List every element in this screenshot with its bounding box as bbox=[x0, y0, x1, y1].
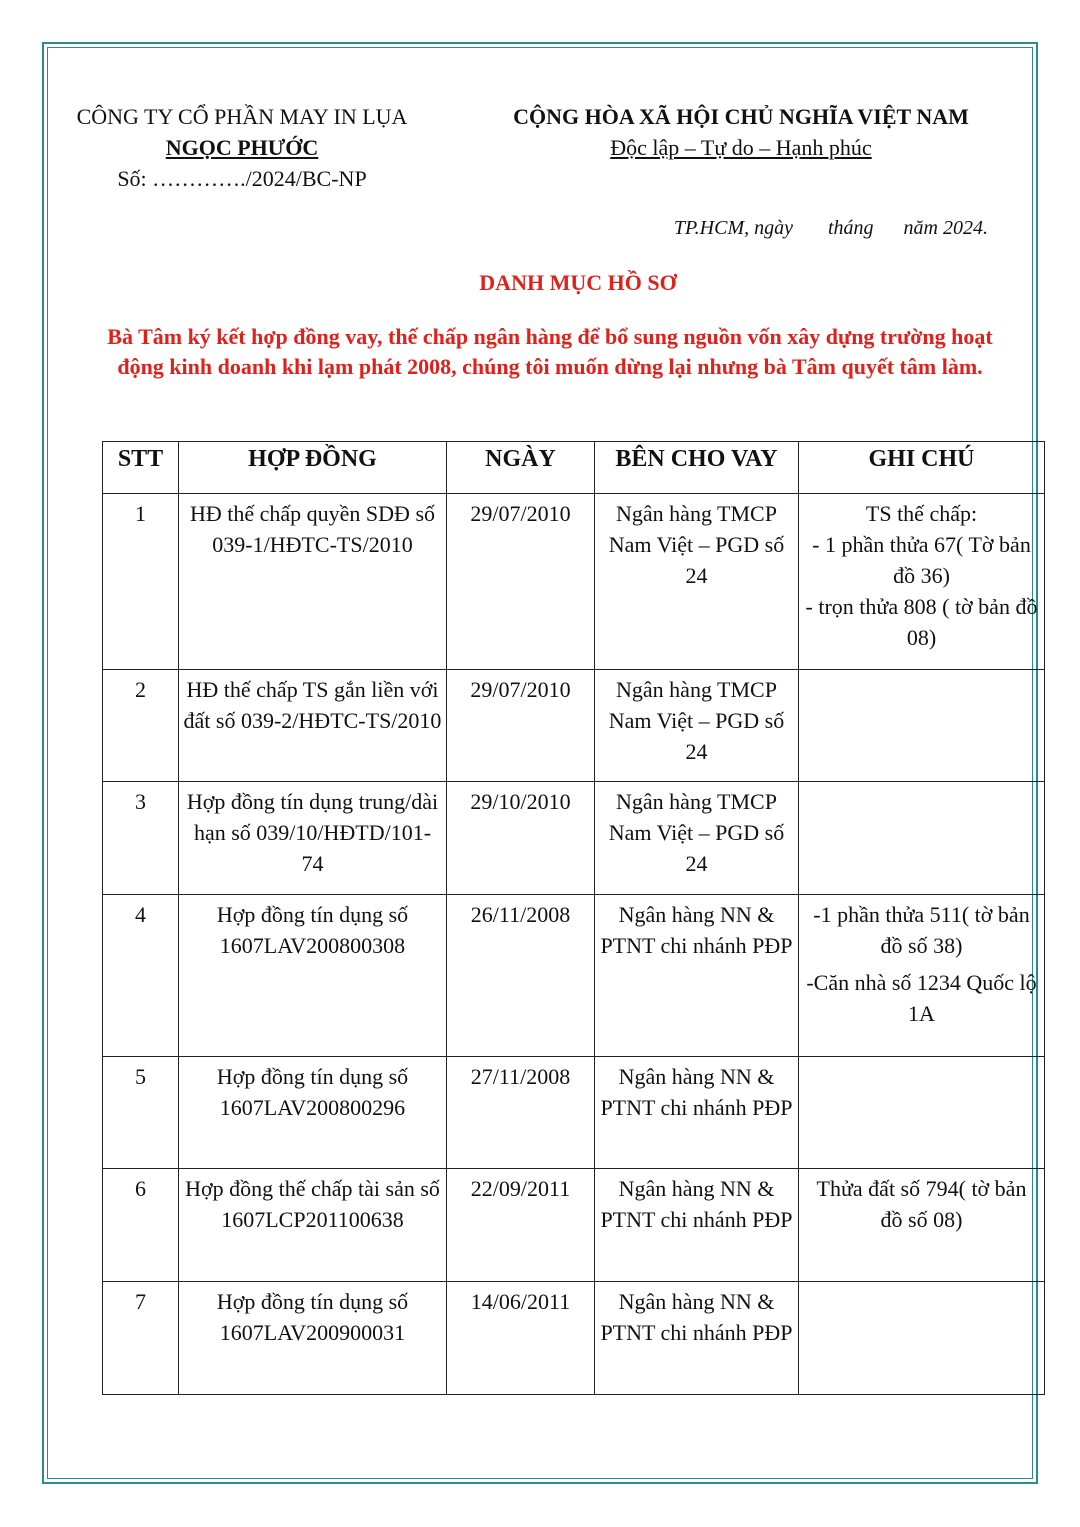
header-contract: HỢP ĐỒNG bbox=[179, 442, 447, 494]
cell-contract: HĐ thế chấp TS gắn liền với đất số 039-2/HĐTC-TS/2010 bbox=[179, 670, 447, 782]
national-title: CỘNG HÒA XÃ HỘI CHỦ NGHĨA VIỆT NAM bbox=[513, 104, 969, 129]
cell-date: 29/10/2010 bbox=[447, 782, 595, 895]
cell-date: 29/07/2010 bbox=[447, 494, 595, 670]
cell-contract: Hợp đồng tín dụng số 1607LAV200900031 bbox=[179, 1282, 447, 1395]
cell-stt: 5 bbox=[103, 1057, 179, 1169]
note-line: TS thế chấp: bbox=[865, 501, 978, 526]
note-line: - trọn thửa 808 ( tờ bản đồ 08) bbox=[805, 594, 1038, 650]
cell-notes bbox=[799, 1169, 1045, 1282]
table-row bbox=[103, 895, 1045, 1057]
cell-stt: 7 bbox=[103, 1282, 179, 1395]
cell-lender: Ngân hàng NN & PTNT chi nhánh PĐP bbox=[595, 895, 799, 1057]
cell-stt: 1 bbox=[103, 494, 179, 670]
cell-lender: Ngân hàng NN & PTNT chi nhánh PĐP bbox=[595, 1169, 799, 1282]
company-name-text: NGỌC PHƯỚC bbox=[165, 135, 319, 160]
note-line: Thửa đất số 794( tờ bản đồ số 08) bbox=[816, 1176, 1027, 1232]
national-motto bbox=[488, 133, 994, 163]
company-name bbox=[62, 133, 422, 163]
table-row bbox=[103, 494, 1045, 670]
cell-contract: Hợp đồng tín dụng số 1607LAV200800296 bbox=[179, 1057, 447, 1169]
cell-date: 27/11/2008 bbox=[447, 1057, 595, 1169]
cell-stt: 6 bbox=[103, 1169, 179, 1282]
document-intro: Bà Tâm ký kết hợp đồng vay, thế chấp ngân hàng để bổ sung nguồn vốn xây dựng trường hoạt động kinh doanh khi lạm phát 2008, chúng tôi muốn dừng lại nhưng bà Tâm quyết tâm làm. bbox=[107, 324, 993, 379]
cell-lender: Ngân hàng NN & PTNT chi nhánh PĐP bbox=[595, 1057, 799, 1169]
cell-date: 29/07/2010 bbox=[447, 670, 595, 782]
table-row bbox=[103, 1282, 1045, 1395]
table-row bbox=[103, 1057, 1045, 1169]
cell-notes bbox=[799, 1057, 1045, 1169]
company-line: CÔNG TY CỔ PHẦN MAY IN LỤA bbox=[76, 104, 408, 129]
cell-contract: Hợp đồng tín dụng trung/dài hạn số 039/10/HĐTD/101-74 bbox=[179, 782, 447, 895]
header-date: NGÀY bbox=[447, 442, 595, 494]
cell-lender: Ngân hàng NN & PTNT chi nhánh PĐP bbox=[595, 1282, 799, 1395]
cell-date: 14/06/2011 bbox=[447, 1282, 595, 1395]
table-row bbox=[103, 782, 1045, 895]
date-line: TP.HCM, ngày tháng năm 2024. bbox=[673, 217, 988, 239]
header-notes: GHI CHÚ bbox=[799, 442, 1045, 494]
cell-stt: 4 bbox=[103, 895, 179, 1057]
cell-notes bbox=[799, 1282, 1045, 1395]
header-lender: BÊN CHO VAY bbox=[595, 442, 799, 494]
cell-notes bbox=[799, 670, 1045, 782]
note-line: - 1 phần thửa 67( Tờ bản đồ 36) bbox=[812, 532, 1031, 588]
table-row bbox=[103, 670, 1045, 782]
table-row bbox=[103, 1169, 1045, 1282]
cell-date: 22/09/2011 bbox=[447, 1169, 595, 1282]
cell-contract: HĐ thế chấp quyền SDĐ số 039-1/HĐTC-TS/2010 bbox=[179, 494, 447, 670]
cell-stt: 3 bbox=[103, 782, 179, 895]
cell-contract: Hợp đồng thế chấp tài sản số 1607LCP201100638 bbox=[179, 1169, 447, 1282]
cell-notes bbox=[799, 782, 1045, 895]
cell-contract: Hợp đồng tín dụng số 1607LAV200800308 bbox=[179, 895, 447, 1057]
note-line: -Căn nhà số 1234 Quốc lộ 1A bbox=[806, 970, 1037, 1026]
cell-notes bbox=[799, 494, 1045, 670]
records-table bbox=[102, 441, 1045, 1395]
note-line: -1 phần thửa 511( tờ bản đồ số 38) bbox=[813, 902, 1030, 958]
cell-notes bbox=[799, 895, 1045, 1057]
national-motto-text: Độc lập – Tự do – Hạnh phúc bbox=[610, 135, 872, 160]
cell-date: 26/11/2008 bbox=[447, 895, 595, 1057]
cell-lender: Ngân hàng TMCP Nam Việt – PGD số 24 bbox=[595, 670, 799, 782]
cell-lender: Ngân hàng TMCP Nam Việt – PGD số 24 bbox=[595, 494, 799, 670]
header-stt: STT bbox=[103, 442, 179, 494]
document-title: DANH MỤC HỒ SƠ bbox=[479, 270, 677, 295]
cell-lender: Ngân hàng TMCP Nam Việt – PGD số 24 bbox=[595, 782, 799, 895]
document-number: Số: …………./2024/BC-NP bbox=[117, 166, 367, 191]
table-header-row bbox=[103, 442, 1045, 494]
cell-stt: 2 bbox=[103, 670, 179, 782]
